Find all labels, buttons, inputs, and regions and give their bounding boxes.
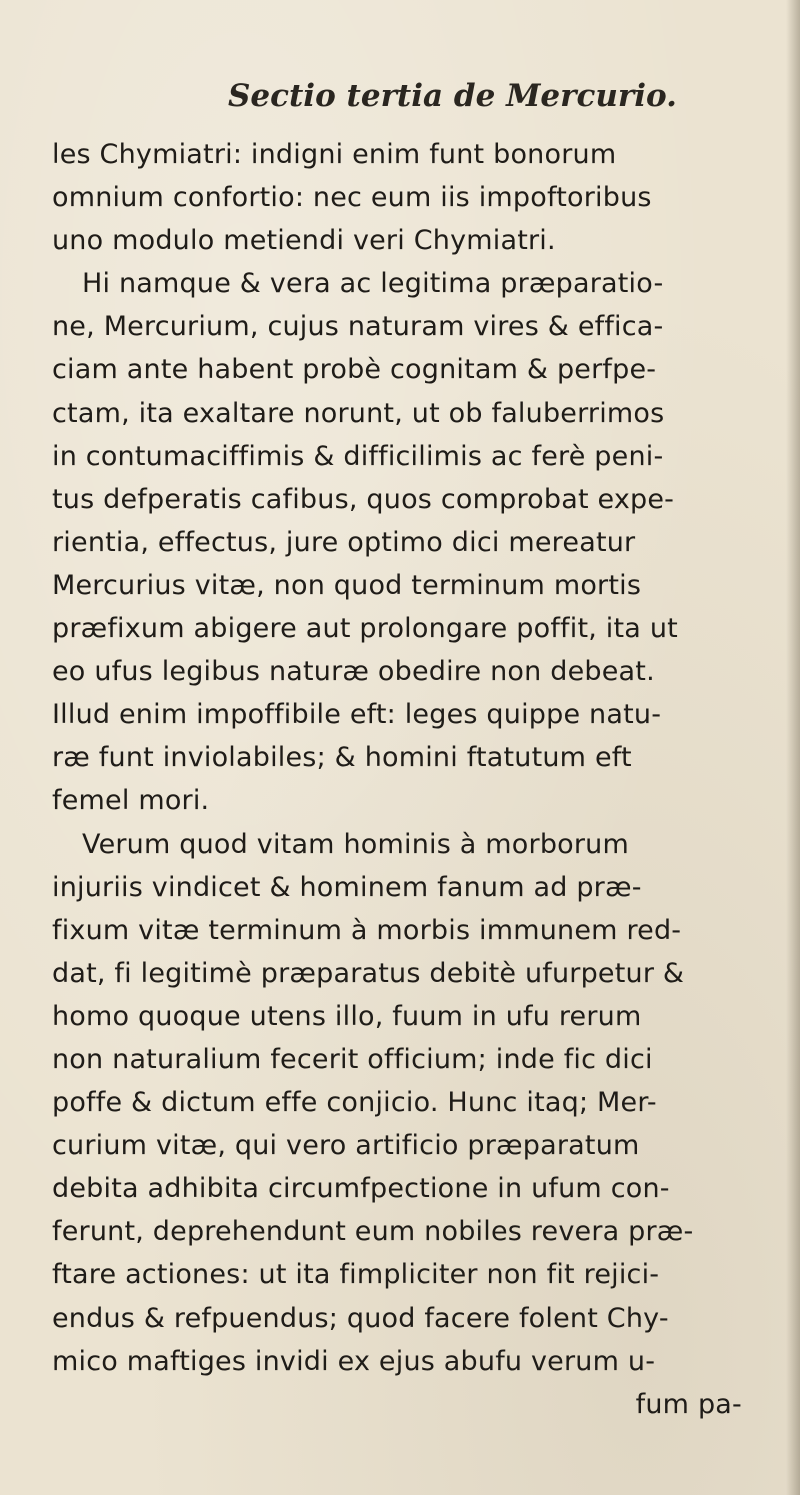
text-line: præfixum abigere aut prolongare poffit, ita ut xyxy=(52,613,678,645)
text-line: eo ufus legibus naturæ obedire non debeat. xyxy=(52,656,655,688)
text-line: ræ funt inviolabiles; & homini ftatutum eft xyxy=(52,742,632,774)
text-line: debita adhibita circumfpectione in ufum con- xyxy=(52,1173,670,1205)
text-line: fixum vitæ terminum à morbis immunem red- xyxy=(52,914,682,946)
text-line: dat, fi legitimè præparatus debitè ufurpetur & xyxy=(52,957,685,989)
catchword: fum pa- xyxy=(635,1388,742,1420)
text-line: endus & refpuendus; quod facere folent Chy- xyxy=(52,1302,669,1334)
text-line: Hi namque & vera ac legitima præparatio- xyxy=(82,268,664,300)
page-edge-shadow xyxy=(786,0,800,1495)
text-line: curium vitæ, qui vero artificio præparatum xyxy=(52,1130,640,1162)
text-line: non naturalium fecerit officium; inde fic dici xyxy=(52,1043,653,1075)
text-line: ne, Mercurium, cujus naturam vires & effica- xyxy=(52,311,664,343)
text-line: poffe & dictum effe conjicio. Hunc itaq; Mer- xyxy=(52,1087,657,1119)
text-line: Illud enim impoffibile eft: leges quippe natu- xyxy=(52,699,662,731)
text-line: homo quoque utens illo, fuum in ufu rerum xyxy=(52,1000,642,1032)
text-line: rientia, effectus, jure optimo dici mereatur xyxy=(52,526,636,558)
running-head: Sectio tertia de Mercurio. xyxy=(228,78,677,114)
text-line: Mercurius vitæ, non quod terminum mortis xyxy=(52,569,642,601)
text-line: mico maftiges invidi ex ejus abufu verum u- xyxy=(52,1345,656,1377)
text-line: injuriis vindicet & hominem fanum ad præ- xyxy=(52,871,642,903)
text-line: ftare actiones: ut ita fimpliciter non fit rejici- xyxy=(52,1259,660,1291)
text-line: les Chymiatri: indigni enim funt bonorum xyxy=(52,139,617,170)
text-line: in contumaciffimis & difficilimis ac ferè peni- xyxy=(52,440,664,472)
text-line: ciam ante habent probè cognitam & perfpe- xyxy=(52,354,657,386)
text-line: uno modulo metiendi veri Chymiatri. xyxy=(52,225,556,257)
text-line: femel mori. xyxy=(52,785,210,817)
text-line: ctam, ita exaltare norunt, ut ob faluberrimos xyxy=(52,397,665,429)
text-line: omnium confortio: nec eum iis impoftoribus xyxy=(52,182,652,214)
body-text xyxy=(52,133,772,1426)
text-line: Verum quod vitam hominis à morborum xyxy=(82,828,629,860)
text-line: ferunt, deprehendunt eum nobiles revera præ- xyxy=(52,1216,694,1248)
text-line: tus defperatis cafibus, quos comprobat expe- xyxy=(52,483,675,515)
